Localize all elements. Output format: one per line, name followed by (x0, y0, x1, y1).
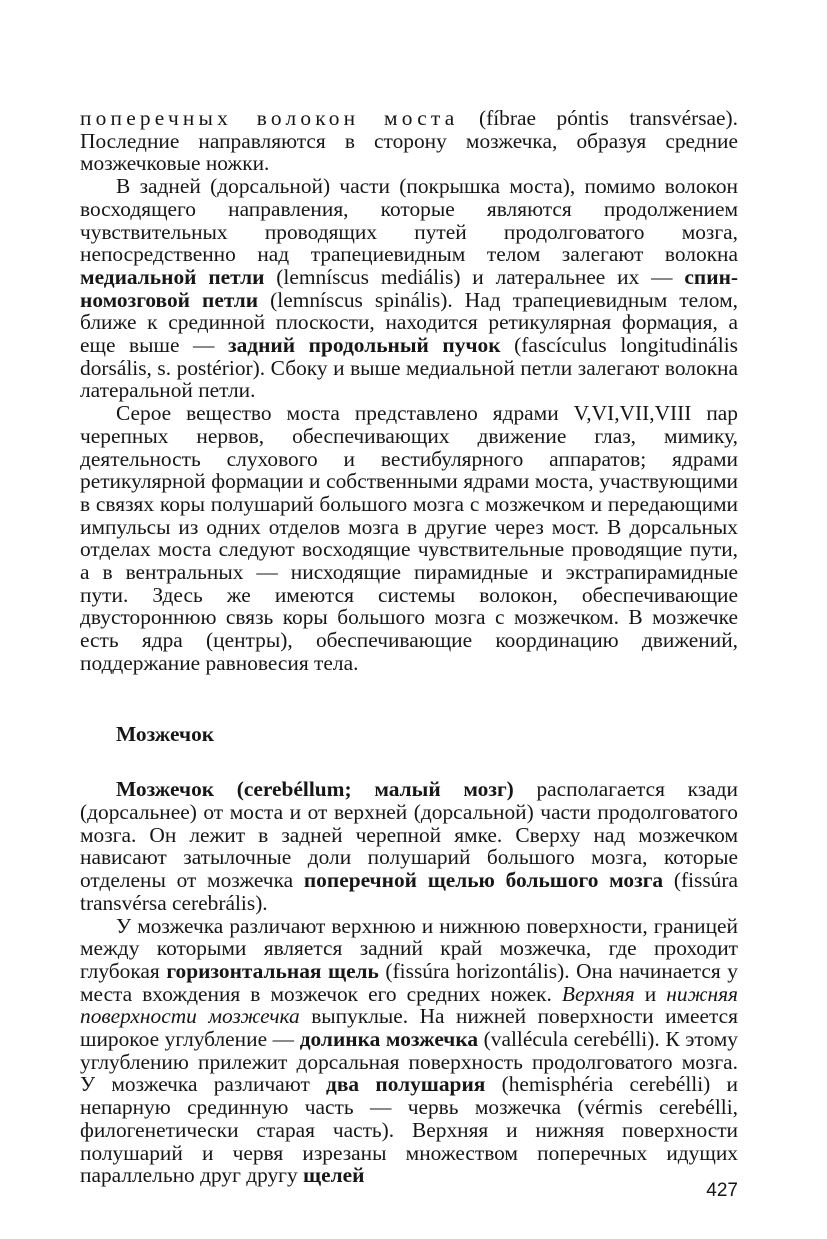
paragraph-cerebellum-intro (80, 778, 738, 914)
text-run: (fissúra transvérsa cerebrális). (80, 868, 738, 915)
text-run: У мозжечка различают верхнюю и нижнюю поверхности, границей между которыми является задний край мозжечка, где проходит глубокая (80, 913, 738, 983)
bold-term: щелей (303, 1163, 365, 1188)
bold-term: медиальной петли (80, 264, 265, 289)
text-run: (fíbrae póntis transvérsae). Последние направляются в сторону мозжечка, образуя средние мозжечковые ножки. (80, 106, 739, 176)
paragraph-pons-dorsal-part (80, 175, 738, 402)
bold-term: Мозжечок (cerebéllum; малый мозг) (116, 777, 514, 802)
bold-term: два полушария (326, 1072, 486, 1097)
page-body (80, 107, 738, 1187)
section-heading-cerebellum: Мозжечок (116, 721, 215, 746)
italic-term: нижняя поверхности мозжечка (80, 981, 738, 1029)
text-run: Серое вещество моста представлено ядрами V,VI,VII,VIII пар черепных нервов, обеспечивающих движение глаз, мимику, деятельность слухового и вестибулярного аппаратов; ядрами ретикулярной формации и собственными ядрами моста, участвующими в связях коры полушарий большого мозга с мозжечком и передающими импульсы из одних отделов мозга в другие через мост. В дорсальных отделах моста следуют восходящие чувствительные проводящие пути, а в вентральных — нисходящие пирамидные и экстрапирамидные пути. Здесь же имеются системы волокон, обеспечивающие двустороннюю связь коры большого мозга с мозжечком. В мозжечке есть ядра (центры), обеспечивающие координацию движений, поддержание равновесия тела. (80, 401, 738, 675)
text-run: (lemníscus spinális). Над трапециевидным телом, ближе к срединной плоскости, находится ретикулярная формация, а еще выше — (80, 287, 738, 358)
text-run: В задней (дорсальной) части (покрышка моста), помимо волокон восходящего направления, которые являются продолжением чувствительных проводящих путей продолговатого мозга, непосредственно над трапециевидным телом залегают волокна (80, 174, 738, 267)
page-number: 427 (706, 1180, 738, 1201)
text-run: выпуклые. На нижней поверхности имеется широкое углубление — (80, 1004, 738, 1052)
paragraph-pons-transverse-fibers (80, 107, 738, 175)
paragraph-pons-gray-matter (80, 402, 738, 674)
text-run: (lemníscus mediális) и латеральнее их — (264, 264, 685, 289)
text-run: (fascículus longitudinális dorsális, s. postérior). Сбоку и выше медиальной петли залегают волокна латеральной петли. (80, 333, 738, 403)
bold-term: задний продольный пучок (228, 333, 501, 358)
text-run: и (634, 981, 667, 1006)
bold-term: горизонтальная щель (166, 958, 379, 983)
bold-term: спинномозговой петли (80, 264, 739, 312)
paragraph-cerebellum-surfaces (80, 915, 738, 1187)
text-run: (fissúra horizontális). Она начинается у места вхождения в мозжечок его средних ножек. (80, 958, 738, 1006)
text-run: (hemisphéria cerebélli) и непарную срединную часть — червь мозжечка (vérmis cerebélli, филогенетически старая часть). Верхняя и нижняя поверхности полушарий и червя изрезаны множеством поперечных идущих параллельно друг другу (80, 1072, 738, 1188)
bold-term: долинка мозжечка (299, 1027, 479, 1052)
text-run: (vallécula cerebélli). К этому углублению прилежит дорсальная поверхность продолговатого мозга. У мозжечка различают (80, 1027, 738, 1097)
text-run: располагается кзади (дорсальнее) от моста и от верхней (дорсальной) части продолговатого мозга. Он лежит в задней черепной ямке. Сверху над мозжечком нависают затылочные доли полушарий большого мозга, которые отделены от мозжечка (80, 777, 738, 893)
spaced-term: поперечных волокон моста (80, 106, 459, 130)
bold-term: поперечной щелью большого мозга (303, 868, 664, 893)
italic-term: Верхняя (561, 981, 635, 1006)
